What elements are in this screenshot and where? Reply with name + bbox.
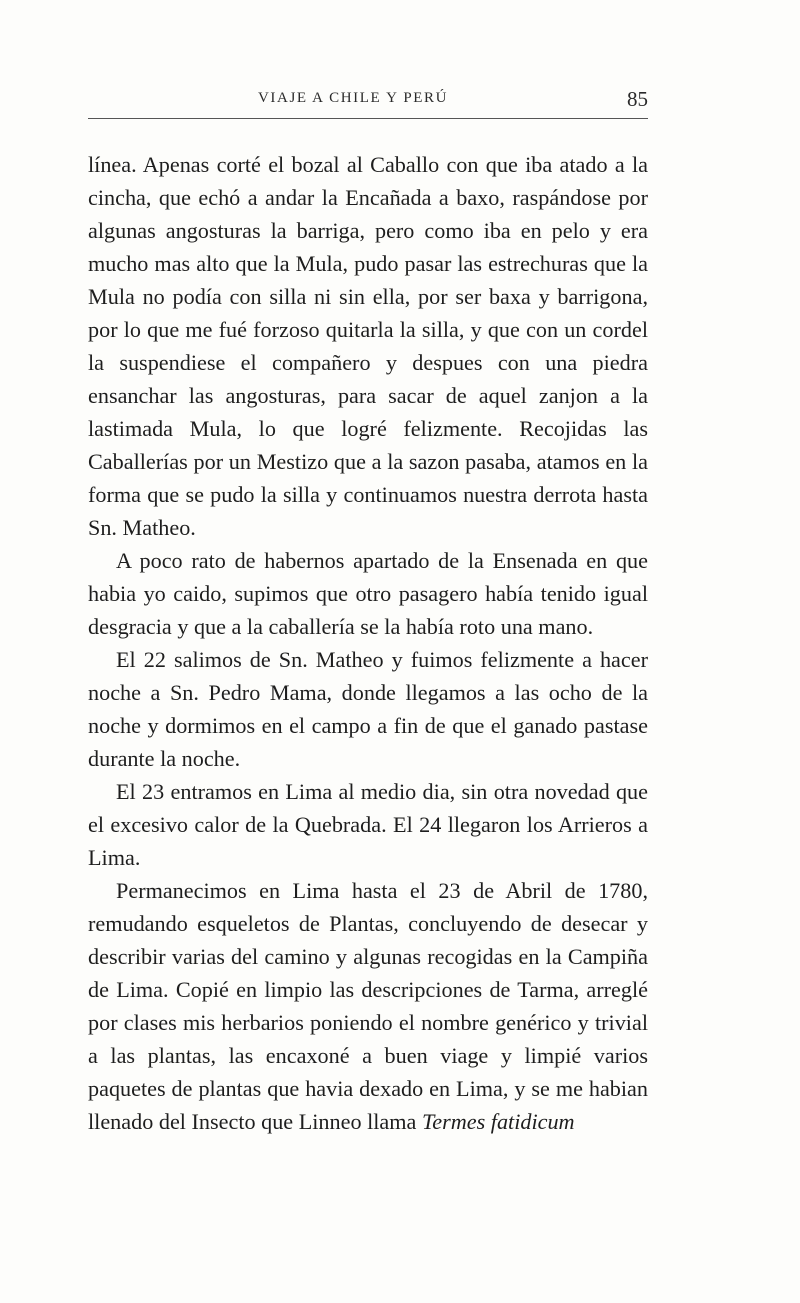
body-text [88,148,648,1138]
paragraph-4: El 23 entramos en Lima al medio dia, sin otra novedad que el excesivo calor de la Quebrada. El 24 llegaron los Arrieros a Lima. [88,779,648,870]
header-rule [88,118,648,119]
paragraph-1: línea. Apenas corté el bozal al Caballo con que iba atado a la cincha, que echó a andar la Encañada a baxo, raspándose por algunas angosturas la barriga, pero como iba en pelo y era mucho mas alto que la Mula, pudo pasar las estrechuras que la Mula no podía con silla ni sin ella, por ser baxa y barrigona, por lo que me fué forzoso quitarla la silla, y que con un cordel la suspendiese el compañero y despues con una piedra ensanchar las angosturas, para sacar de aquel zanjon a la lastimada Mula, lo que logré felizmente. Recojidas las Caballerías por un Mestizo que a la sazon pasaba, atamos en la forma que se pudo la silla y continuamos nuestra derrota hasta Sn. Matheo. [88,152,648,540]
paragraph-3: El 22 salimos de Sn. Matheo y fuimos felizmente a hacer noche a Sn. Pedro Mama, donde llegamos a las ocho de la noche y dormimos en el campo a fin de que el ganado pastase durante la noche. [88,647,648,771]
species-name: Termes fatidicum [421,1109,575,1134]
paragraph-2: A poco rato de habernos apartado de la Ensenada en que habia yo caido, supimos que otro pasagero había tenido igual desgracia y que a la caballería se la había roto una mano. [88,548,648,639]
paragraph-5 [88,874,648,1138]
running-title: VIAJE A CHILE Y PERÚ [258,90,449,106]
paragraph-5-text: Permanecimos en Lima hasta el 23 de Abril de 1780, remudando esqueletos de Plantas, concluyendo de desecar y describir varias del camino y algunas recogidas en la Campiña de Lima. Copié en limpio las descripciones de Tarma, arreglé por clases mis herbarios poniendo el nombre genérico y trivial a las plantas, las encaxoné a buen viage y limpié varios paquetes de plantas que havia dexado en Lima, y se me habian llenado del Insecto que Linneo llama [88,878,648,1134]
page-number: 85 [627,87,648,111]
page-header [88,87,648,122]
